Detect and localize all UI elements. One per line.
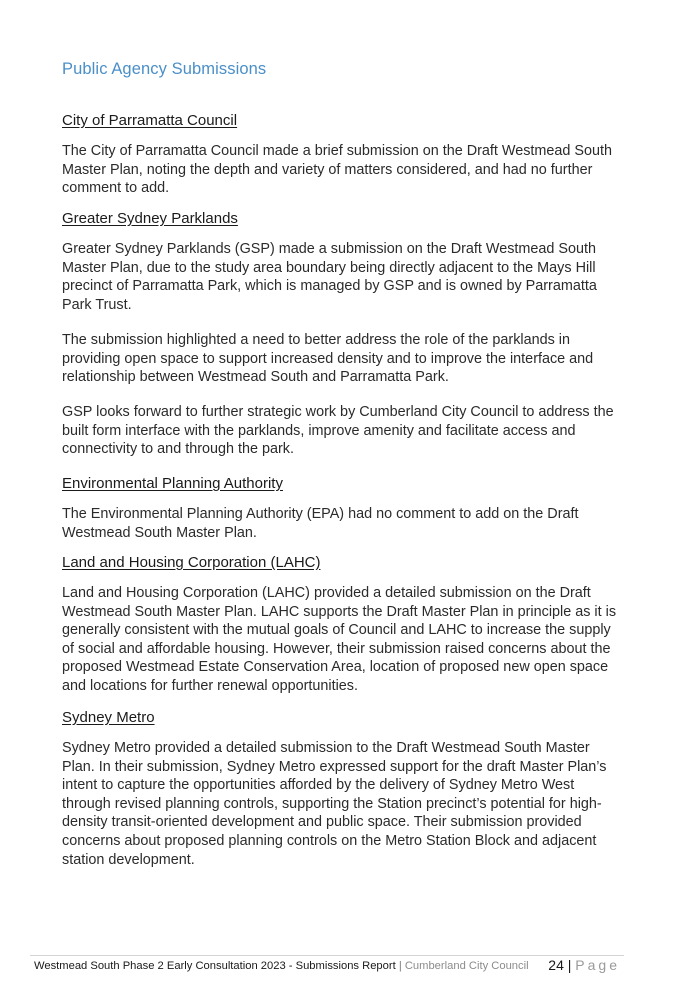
- page-separator: |: [567, 957, 572, 973]
- footer-council-name: Cumberland City Council: [404, 960, 529, 972]
- heading-greater-sydney-parklands: Greater Sydney Parklands: [62, 210, 238, 227]
- footer-divider: [30, 955, 624, 956]
- page-indicator: [548, 957, 620, 973]
- heading-land-and-housing-corporation: Land and Housing Corporation (LAHC): [62, 554, 321, 571]
- section-title: Public Agency Submissions: [62, 60, 267, 78]
- paragraph: Land and Housing Corporation (LAHC) provided a detailed submission on the Draft Westmead South Master Plan. LAHC supports the Draft Master Plan in principle as it is generally consistent with the mutual goals of Council and LAHC to increase the supply of social and affordable housing. However, their submission raised concerns about the proposed Westmead Estate Conservation Area, location of proposed new open space and locations for further renewal opportunities.: [62, 585, 617, 694]
- footer-separator: |: [398, 960, 402, 972]
- paragraph: Sydney Metro provided a detailed submission to the Draft Westmead South Master Plan. In their submission, Sydney Metro expressed support for the draft Master Plan’s intent to capture the opportunities afforded by the delivery of Sydney Metro West through revised planning controls, supporting the Station precinct’s potential for high-density transit-oriented development and public space. Their submission provided concerns about proposed planning controls on the Metro Station Block and adjacent station development.: [62, 740, 607, 868]
- paragraph: GSP looks forward to further strategic work by Cumberland City Council to address the built form interface with the parklands, improve amenity and facilitate access and connectivity to and through the park.: [62, 404, 614, 458]
- footer-document-info: [34, 960, 529, 972]
- page-word: Page: [575, 957, 620, 973]
- paragraph: Greater Sydney Parklands (GSP) made a submission on the Draft Westmead South Master Plan, due to the study area boundary being directly adjacent to the Mays Hill precinct of Parramatta Park, which is managed by GSP and is owned by Parramatta Park Trust.: [62, 241, 597, 313]
- heading-environmental-planning-authority: Environmental Planning Authority: [62, 475, 283, 492]
- paragraph: The submission highlighted a need to better address the role of the parklands in providing open space to support increased density and to improve the interface and relationship between Westmead South and Parramatta Park.: [62, 332, 594, 386]
- heading-sydney-metro: Sydney Metro: [62, 709, 155, 726]
- paragraph: The Environmental Planning Authority (EPA) had no comment to add on the Draft Westmead South Master Plan.: [62, 506, 579, 541]
- paragraph: The City of Parramatta Council made a brief submission on the Draft Westmead South Master Plan, noting the depth and variety of matters considered, and had no further comment to add.: [62, 143, 613, 197]
- heading-city-of-parramatta: City of Parramatta Council: [62, 112, 238, 129]
- page-number: 24: [548, 957, 564, 973]
- footer-document-title: Westmead South Phase 2 Early Consultation 2023 - Submissions Report: [34, 960, 396, 972]
- page-footer: [34, 957, 624, 977]
